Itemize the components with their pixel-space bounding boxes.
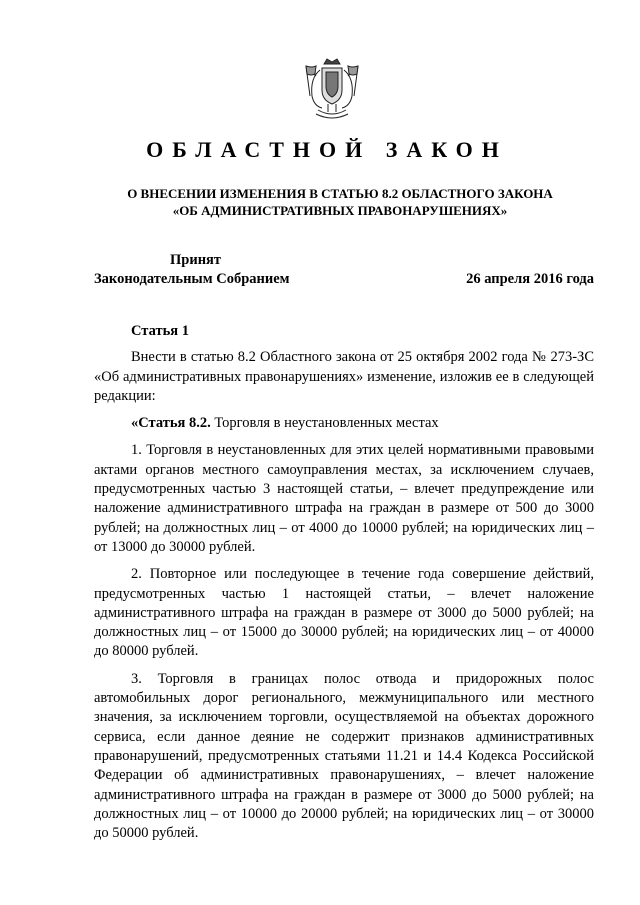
paragraph-3: 3. Торговля в границах полос отвода и придорожных полос автомобильных дорог регионального, межмуниципального или местного значения, за исключением торговли, осуществляемой на объектах дорожного сервиса, если данное деяние не содержит признаков административных правонарушений, предусмотренных статьями 11.21 и 14.4 Кодекса Российской Федерации об административных правонарушениях, – влечет наложение административного штрафа на граждан в размере от 3000 до 5000 рублей; на должностных лиц – от 10000 до 20000 рублей; на юридических лиц – от 30000 до 50000 рублей. (94, 670, 594, 842)
document-body (94, 322, 594, 851)
quoted-article-label: «Статья 8.2. (131, 415, 211, 432)
subtitle-line-1: О ВНЕСЕНИИ ИЗМЕНЕНИЯ В СТАТЬЮ 8.2 ОБЛАСТНОГО ЗАКОНА (127, 186, 553, 201)
paragraph-2: 2. Повторное или последующее в течение года совершение действий, предусмотренных частью 1 настоящей статьи, – влечет наложение административного штрафа на граждан в размере от 3000 до 5000 рублей; на должностных лиц – от 15000 до 30000 рублей; на юридических лиц – от 40000 до 80000 рублей. (94, 566, 594, 660)
document-title: ОБЛАСТНОЙ ЗАКОН (146, 137, 508, 162)
adopted-by: Законодательным Собранием (94, 271, 290, 287)
adopted-date: 26 апреля 2016 года (466, 271, 594, 287)
paragraph-1: 1. Торговля в неустановленных для этих целей нормативными правовыми актами органов местного самоуправления местах, за исключением случаев, предусмотренных частью 3 настоящей статьи, – влечет предупреждение или наложение административного штрафа на граждан в размере от 500 до 3000 рублей; на должностных лиц – от 4000 до 10000 рублей; на юридических лиц – от 13000 до 30000 рублей. (94, 442, 594, 555)
adopted-label: Принят (170, 252, 222, 268)
coat-of-arms-emblem-icon (298, 56, 366, 124)
quoted-article-title: Торговля в неустановленных местах (210, 415, 439, 432)
article-heading: Статья 1 (131, 323, 189, 339)
subtitle-line-2: «ОБ АДМИНИСТРАТИВНЫХ ПРАВОНАРУШЕНИЯХ» (172, 203, 508, 218)
quoted-article-heading (94, 414, 594, 433)
adoption-row (94, 270, 594, 289)
adoption-info (94, 251, 594, 289)
document-subtitle (80, 185, 600, 219)
intro-paragraph: Внести в статью 8.2 Областного закона от 25 октября 2002 года № 273-ЗС «Об административных правонарушениях» изменение, изложив ее в следующей редакции: (94, 349, 594, 404)
